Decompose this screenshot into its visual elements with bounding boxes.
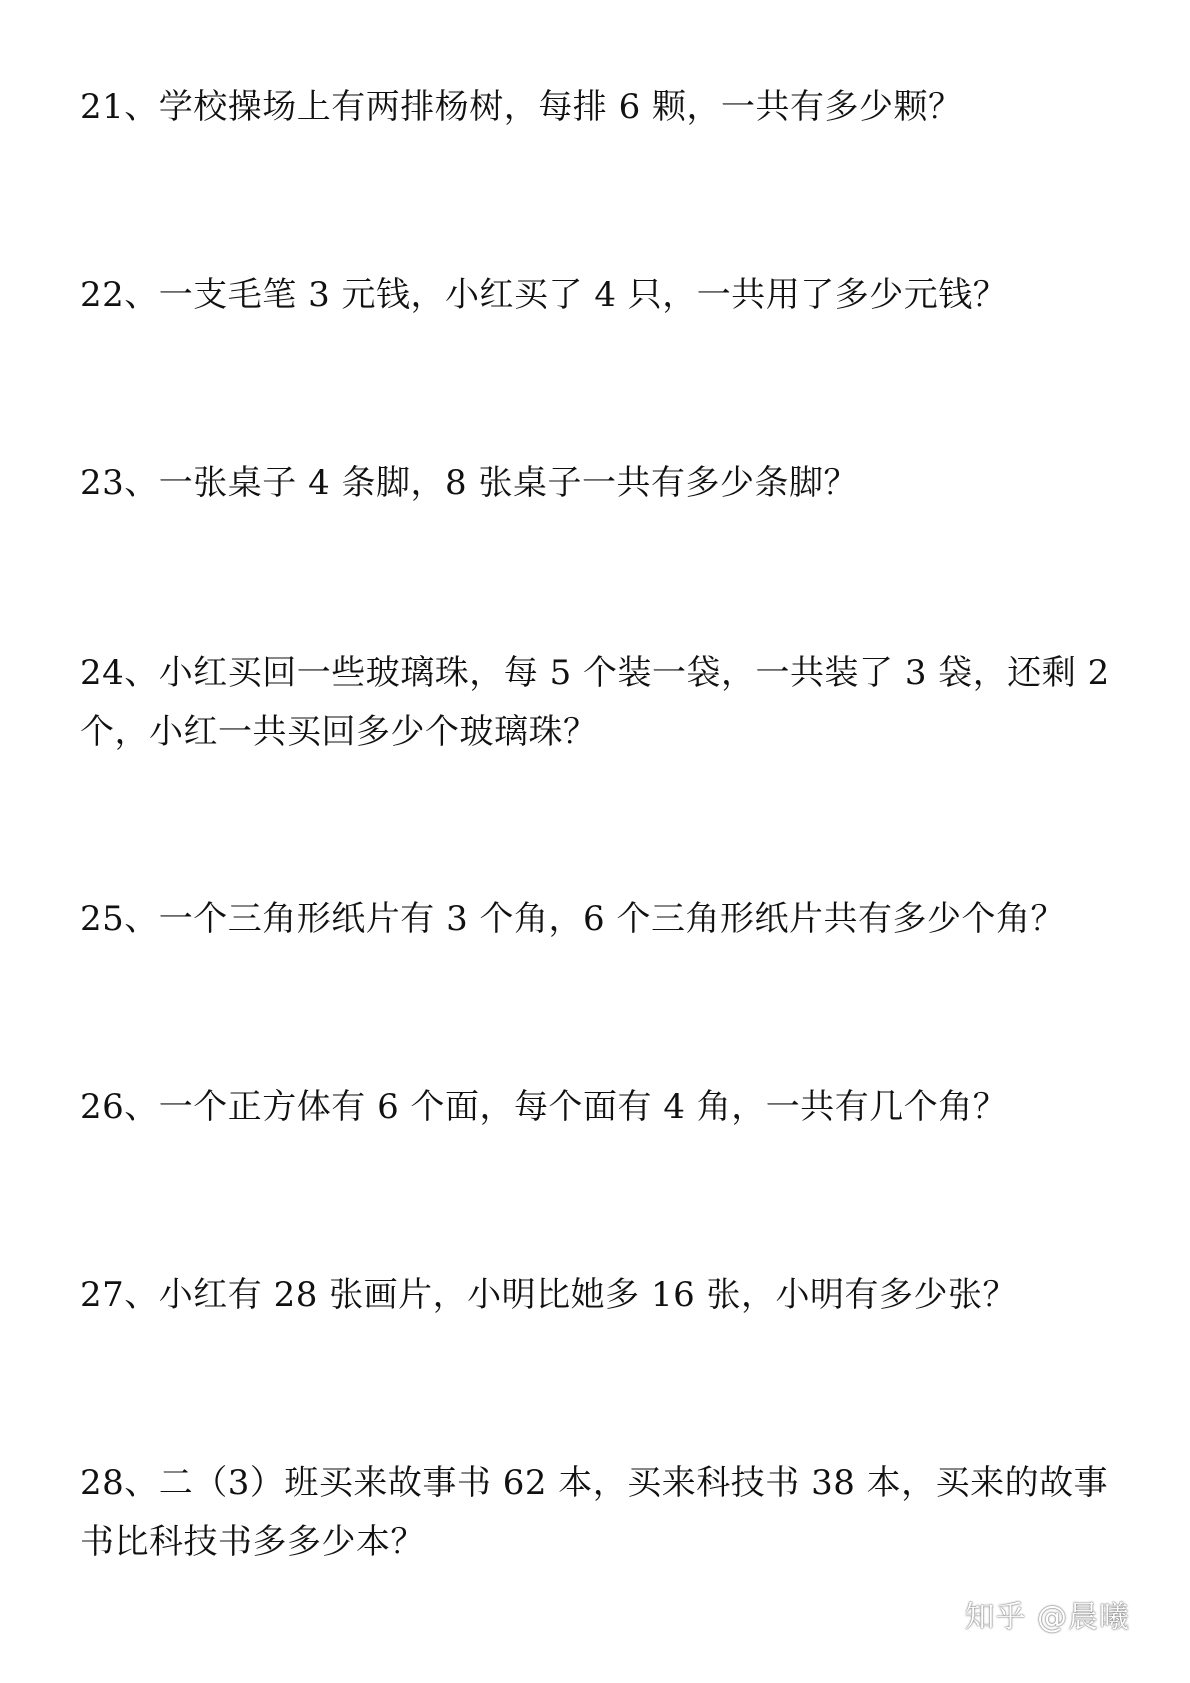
problem-27-text: 27、小红有 28 张画片，小明比她多 16 张，小明有多少张？ [80,1275,1018,1315]
problem-24-text-line-2: 个，小红一共买回多少个玻璃珠？ [80,712,598,752]
problem-26-text: 26、一个正方体有 6 个面，每个面有 4 角，一共有几个角？ [80,1087,1008,1127]
problem-28-text-line-2: 书比科技书多多少本？ [80,1522,425,1562]
problem-25-text: 25、一个三角形纸片有 3 个角，6 个三角形纸片共有多少个角？ [80,899,1065,939]
problem-26 [80,1078,1120,1137]
zhihu-watermark: 知乎 @晨曦 [964,1600,1130,1635]
problem-24 [80,644,1120,762]
problem-23 [80,454,1120,513]
problem-21 [80,78,1120,137]
problem-28 [80,1454,1120,1572]
problem-22 [80,266,1120,325]
problem-24-text-line-1: 24、小红买回一些玻璃珠，每 5 个装一袋，一共装了 3 袋，还剩 2 [80,653,1110,693]
problem-28-text-line-1: 28、二（3）班买来故事书 62 本，买来科技书 38 本，买来的故事 [80,1463,1109,1503]
problem-22-text: 22、一支毛笔 3 元钱，小红买了 4 只，一共用了多少元钱？ [80,275,1008,315]
problem-23-text: 23、一张桌子 4 条脚，8 张桌子一共有多少条脚？ [80,463,858,503]
problem-27 [80,1266,1120,1325]
problem-25 [80,890,1120,949]
problem-21-text: 21、学校操场上有两排杨树，每排 6 颗，一共有多少颗？ [80,87,963,127]
